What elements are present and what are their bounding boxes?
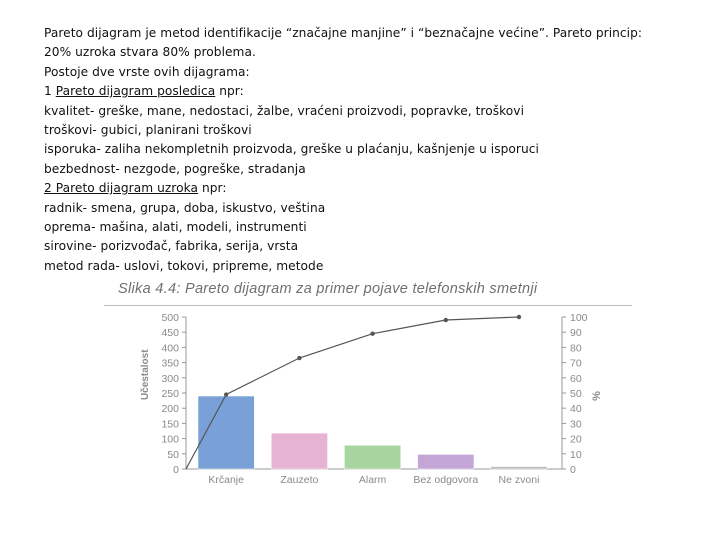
text-line-type-2 <box>44 179 704 198</box>
x-tick-label: Ne zvoni <box>498 474 540 486</box>
y2-tick-label: 20 <box>570 433 582 446</box>
text-line: 20% uzroka stvara 80% problema. <box>44 45 256 60</box>
bar-3 <box>418 454 474 469</box>
text-line-type-1 <box>44 82 704 101</box>
y2-tick-label: 100 <box>570 312 588 324</box>
y2-tick-label: 10 <box>570 448 582 461</box>
type-suffix: npr: <box>198 181 227 196</box>
y-tick-label: 0 <box>173 464 179 476</box>
x-tick-label: Zauzeto <box>280 474 319 486</box>
x-tick-label: Krčanje <box>208 474 244 486</box>
y-tick-label: 200 <box>161 403 179 416</box>
y2-tick-label: 50 <box>570 388 582 400</box>
y2-tick-label: 80 <box>570 342 582 355</box>
cumulative-point-4 <box>517 315 521 319</box>
figure-title: Slika 4.4: Pareto dijagram za primer pojave telefonskih smetnji <box>118 281 538 297</box>
text-line: radnik- smena, grupa, doba, iskustvo, veština <box>44 200 326 215</box>
y-tick-label: 350 <box>161 357 179 370</box>
y-axis-label: Učestalost <box>140 349 151 401</box>
x-tick-label: Alarm <box>358 474 387 486</box>
bar-4 <box>491 467 547 469</box>
cumulative-point-3 <box>444 318 448 322</box>
y-tick-label: 50 <box>167 448 179 461</box>
intro-text <box>44 24 704 276</box>
cumulative-point-2 <box>370 332 374 336</box>
y2-tick-label: 0 <box>570 464 576 476</box>
heading-effect-diagram: Pareto dijagram posledica <box>55 84 216 99</box>
type-number: 1 <box>44 84 56 99</box>
bar-1 <box>271 433 327 469</box>
y2-tick-label: 90 <box>570 327 582 340</box>
text-line: isporuka- zaliha nekompletnih proizvoda, greške u plaćanju, kašnjenje u isporuci <box>44 142 539 157</box>
text-line: Pareto dijagram je metod identifikacije “značajne manjine” i “beznačajne većine”. Pareto princip: <box>44 26 643 40</box>
bar-2 <box>344 445 400 469</box>
text-line: oprema- mašina, alati, modeli, instrumenti <box>44 220 307 235</box>
text-line: bezbednost- nezgode, pogreške, stradanja <box>44 161 306 176</box>
text-line: sirovine- porizvođač, fabrika, serija, vrsta <box>44 239 299 254</box>
text-line: troškovi- gubici, planirani troškovi <box>44 123 252 138</box>
cumulative-point-0 <box>224 392 228 396</box>
cumulative-point-1 <box>297 356 301 360</box>
y-tick-label: 250 <box>161 388 179 400</box>
heading-cause-diagram: 2 Pareto dijagram uzroka <box>44 181 199 196</box>
y-tick-label: 100 <box>161 433 179 446</box>
title-divider <box>104 305 632 306</box>
y2-tick-label: 30 <box>570 418 582 431</box>
text-line: kvalitet- greške, mane, nedostaci, žalbe, vraćeni proizvodi, popravke, troškovi <box>44 103 525 118</box>
text-line: metod rada- uslovi, tokovi, pripreme, metode <box>44 258 324 273</box>
y-tick-label: 300 <box>161 372 179 385</box>
y2-tick-label: 60 <box>570 372 582 385</box>
bar-0 <box>198 396 254 469</box>
type-suffix: npr: <box>215 84 244 99</box>
y-tick-label: 150 <box>161 418 179 431</box>
y2-axis-label: % <box>591 391 603 401</box>
y-tick-label: 500 <box>161 312 179 324</box>
pareto-chart <box>104 279 632 497</box>
y2-tick-label: 40 <box>570 403 582 416</box>
y2-tick-label: 70 <box>570 357 582 370</box>
x-tick-label: Bez odgovora <box>413 474 479 486</box>
pareto-figure <box>104 279 632 497</box>
y-tick-label: 450 <box>161 327 179 340</box>
text-line: Postoje dve vrste ovih dijagrama: <box>44 64 250 79</box>
y-tick-label: 400 <box>161 342 179 355</box>
